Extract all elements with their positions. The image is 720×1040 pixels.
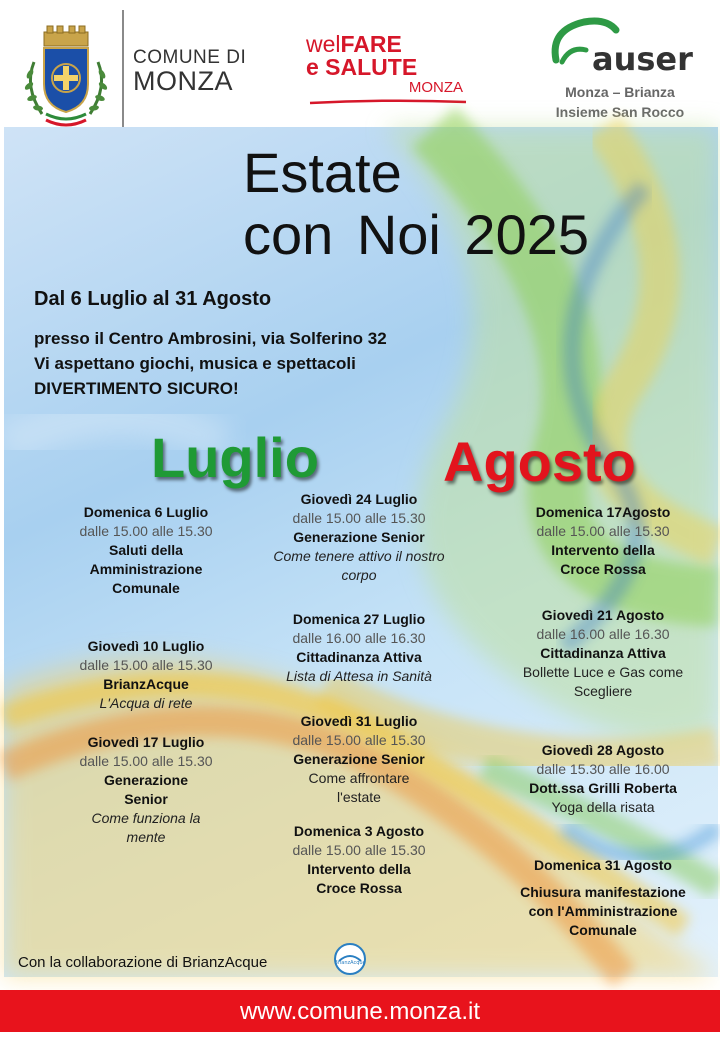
auser-sub-line1: Monza – Brianza: [565, 84, 675, 100]
event-item: [253, 490, 465, 585]
date-range: Dal 6 Luglio al 31 Agosto: [34, 288, 272, 310]
welfare-underline-icon: [310, 99, 466, 104]
event-item: [496, 741, 710, 817]
event-item: [40, 733, 252, 847]
welfare-line1: [306, 33, 402, 56]
poster-title-line1: Estate: [243, 141, 402, 204]
month-luglio-heading: Luglio: [151, 426, 319, 489]
event-title: Chiusura manifestazione: [520, 884, 686, 900]
event-time: dalle 16.00 alle 16.30: [292, 630, 426, 646]
event-title: Croce Rossa: [560, 561, 646, 577]
event-title: Croce Rossa: [316, 880, 402, 896]
event-title: Senior: [124, 791, 168, 807]
event-title: Intervento della: [551, 542, 655, 558]
event-date: Domenica 31 Agosto: [534, 857, 672, 873]
auser-name: auser: [592, 40, 693, 78]
event-subtitle: mente: [126, 829, 166, 845]
event-item: [496, 503, 710, 579]
event-date: Giovedì 21 Agosto: [541, 607, 665, 623]
event-time: dalle 15.00 alle 15.30: [292, 732, 426, 748]
welfare-line3: MONZA: [408, 79, 463, 96]
event-item: [40, 637, 252, 713]
event-subtitle: Come funziona la: [91, 810, 201, 826]
event-title: Dott.ssa Grilli Roberta: [529, 780, 677, 796]
event-spacer: [496, 875, 710, 883]
event-item: [496, 606, 710, 701]
event-title: Intervento della: [307, 861, 411, 877]
event-title: Comunale: [569, 922, 637, 938]
event-title: Generazione Senior: [293, 751, 425, 767]
event-date: Domenica 27 Luglio: [292, 611, 426, 627]
welfare-word: FARE: [340, 31, 402, 57]
header-divider: [122, 10, 124, 128]
event-title: Generazione: [103, 772, 189, 788]
footer-bar: [0, 990, 720, 1032]
event-subtitle: corpo: [341, 567, 377, 583]
welfare-salute-logo: [306, 33, 466, 105]
comune-line1: COMUNE DI: [133, 47, 247, 68]
event-subtitle: Lista di Attesa in Sanità: [286, 668, 432, 684]
event-time: dalle 16.00 alle 16.30: [536, 626, 670, 642]
event-time: dalle 15.00 alle 15.30: [536, 523, 670, 539]
month-agosto-heading: Agosto: [443, 430, 636, 493]
event-item: [253, 610, 465, 686]
event-description: Come affrontare: [308, 770, 410, 786]
event-description: Bollette Luce e Gas come: [522, 664, 684, 680]
event-title: con l'Amministrazione: [528, 903, 678, 919]
event-date: Giovedì 24 Luglio: [300, 491, 418, 507]
event-time: dalle 15.00 alle 15.30: [292, 842, 426, 858]
welfare-line2: e SALUTE: [306, 54, 418, 80]
event-item: [253, 712, 465, 807]
brianzacque-logo-text: BrianzAcque: [334, 960, 366, 966]
event-date: Domenica 6 Luglio: [83, 504, 209, 520]
event-item: [253, 822, 465, 898]
header: [0, 0, 720, 128]
event-title: Saluti della: [109, 542, 183, 558]
event-date: Giovedì 28 Agosto: [541, 742, 665, 758]
event-item: [40, 503, 252, 598]
event-description: l'estate: [337, 789, 381, 805]
event-subtitle: L'Acqua di rete: [99, 695, 193, 711]
intro-activities: Vi aspettano giochi, musica e spettacoli: [34, 354, 356, 373]
brianzacque-logo-icon: [331, 942, 369, 976]
welfare-prefix: wel: [306, 31, 341, 57]
website-link[interactable]: www.comune.monza.it: [239, 998, 481, 1025]
event-title: Generazione Senior: [293, 529, 425, 545]
intro-location: presso il Centro Ambrosini, via Solferino 32: [34, 329, 387, 348]
event-title: Comunale: [112, 580, 180, 596]
event-title: Cittadinanza Attiva: [540, 645, 666, 661]
auser-sub-line2: Insieme San Rocco: [555, 104, 685, 120]
intro-tagline: DIVERTIMENTO SICURO!: [34, 379, 239, 398]
event-time: dalle 15.00 alle 15.30: [79, 753, 213, 769]
event-description: Yoga della risata: [551, 799, 655, 815]
event-date: Domenica 17Agosto: [535, 504, 671, 520]
poster-title-line2: con Noi 2025: [243, 203, 590, 266]
event-item: [496, 856, 710, 940]
comune-di-monza-logo: [133, 48, 246, 95]
collaboration-note: Con la collaborazione di BrianzAcque: [18, 954, 268, 971]
event-description: Scegliere: [573, 683, 633, 699]
event-date: Domenica 3 Agosto: [293, 823, 425, 839]
comune-line2: MONZA: [133, 66, 233, 96]
event-date: Giovedì 31 Luglio: [300, 713, 418, 729]
event-time: dalle 15.30 alle 16.00: [536, 761, 670, 777]
auser-logo-icon: [548, 16, 693, 78]
event-subtitle: Come tenere attivo il nostro: [273, 548, 445, 564]
event-time: dalle 15.00 alle 15.30: [292, 510, 426, 526]
monza-coat-of-arms-icon: [20, 22, 112, 132]
event-title: Amministrazione: [89, 561, 203, 577]
event-title: Cittadinanza Attiva: [296, 649, 422, 665]
event-title: BrianzAcque: [103, 676, 189, 692]
event-date: Giovedì 10 Luglio: [87, 638, 205, 654]
event-date: Giovedì 17 Luglio: [87, 734, 205, 750]
event-time: dalle 15.00 alle 15.30: [79, 657, 213, 673]
event-time: dalle 15.00 alle 15.30: [79, 523, 213, 539]
